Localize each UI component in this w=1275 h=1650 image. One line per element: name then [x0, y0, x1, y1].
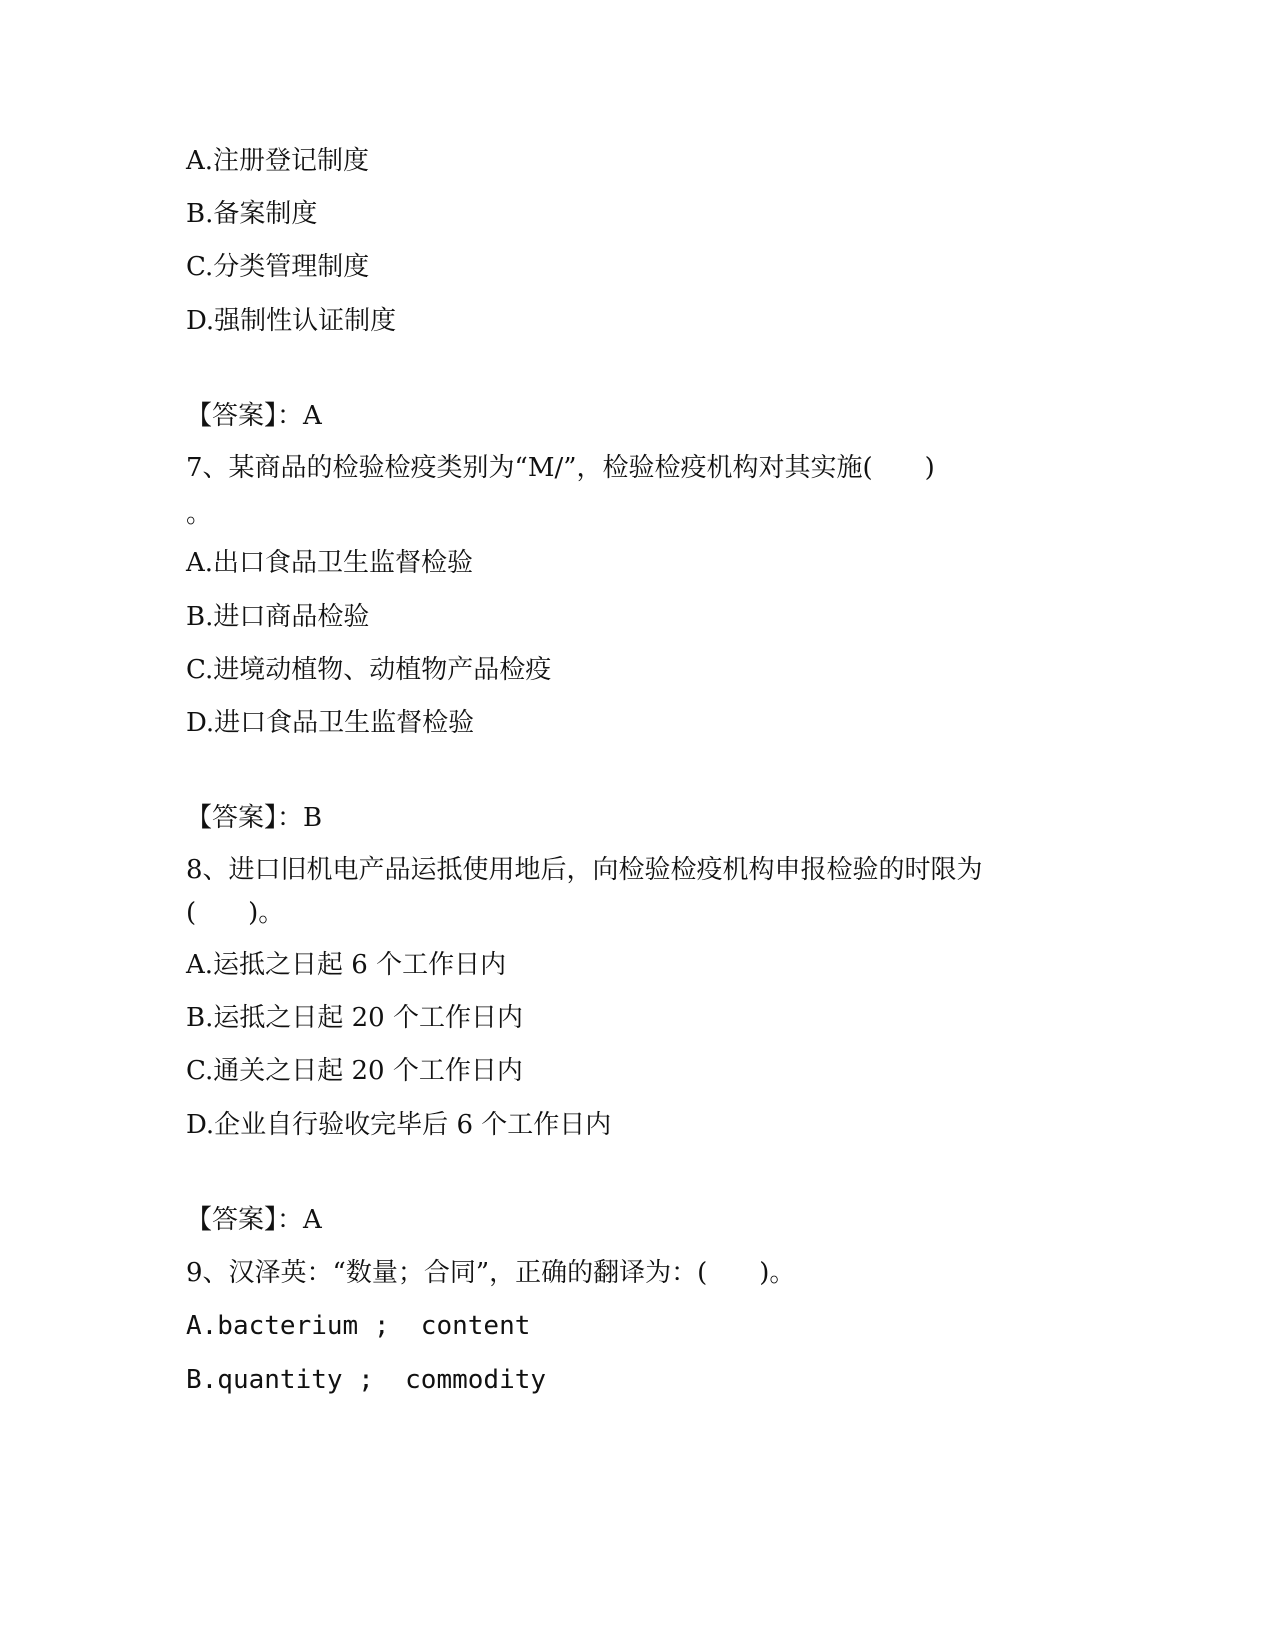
q6-option-b: B.备案制度 [186, 199, 318, 229]
q6-option-d: D.强制性认证制度 [186, 306, 397, 336]
q6-option-c: C.分类管理制度 [186, 252, 370, 282]
q9-question: 9、汉泽英：“数量；合同”，正确的翻译为：( )。 [186, 1258, 796, 1288]
q7-option-d: D.进口食品卫生监督检验 [186, 708, 475, 738]
q9-option-a: A.bacterium ; content [186, 1311, 531, 1341]
q8-option-c: C.通关之日起 20 个工作日内 [186, 1056, 523, 1086]
q8-option-d: D.企业自行验收完毕后 6 个工作日内 [186, 1110, 612, 1140]
q7-option-c: C.进境动植物、动植物产品检疫 [186, 655, 552, 685]
q6-option-a: A.注册登记制度 [186, 146, 370, 176]
q8-option-b: B.运抵之日起 20 个工作日内 [186, 1003, 523, 1033]
q7-question-line2: 。 [186, 499, 213, 529]
q9-option-b: B.quantity ; commodity [186, 1365, 547, 1395]
q8-answer: 【答案】：A [186, 1205, 322, 1235]
q7-option-b: B.进口商品检验 [186, 602, 370, 632]
q7-option-a: A.出口食品卫生监督检验 [186, 548, 474, 578]
q7-answer: 【答案】：B [186, 803, 323, 833]
q8-question-line2: ( )。 [186, 898, 285, 928]
q8-option-a: A.运抵之日起 6 个工作日内 [186, 950, 507, 980]
q7-question-line1: 7、某商品的检验检疫类别为“M/”，检验检疫机构对其实施( ) [186, 453, 935, 483]
q6-answer: 【答案】：A [186, 401, 322, 431]
q8-question-line1: 8、进口旧机电产品运抵使用地后，向检验检疫机构申报检验的时限为 [186, 855, 983, 885]
